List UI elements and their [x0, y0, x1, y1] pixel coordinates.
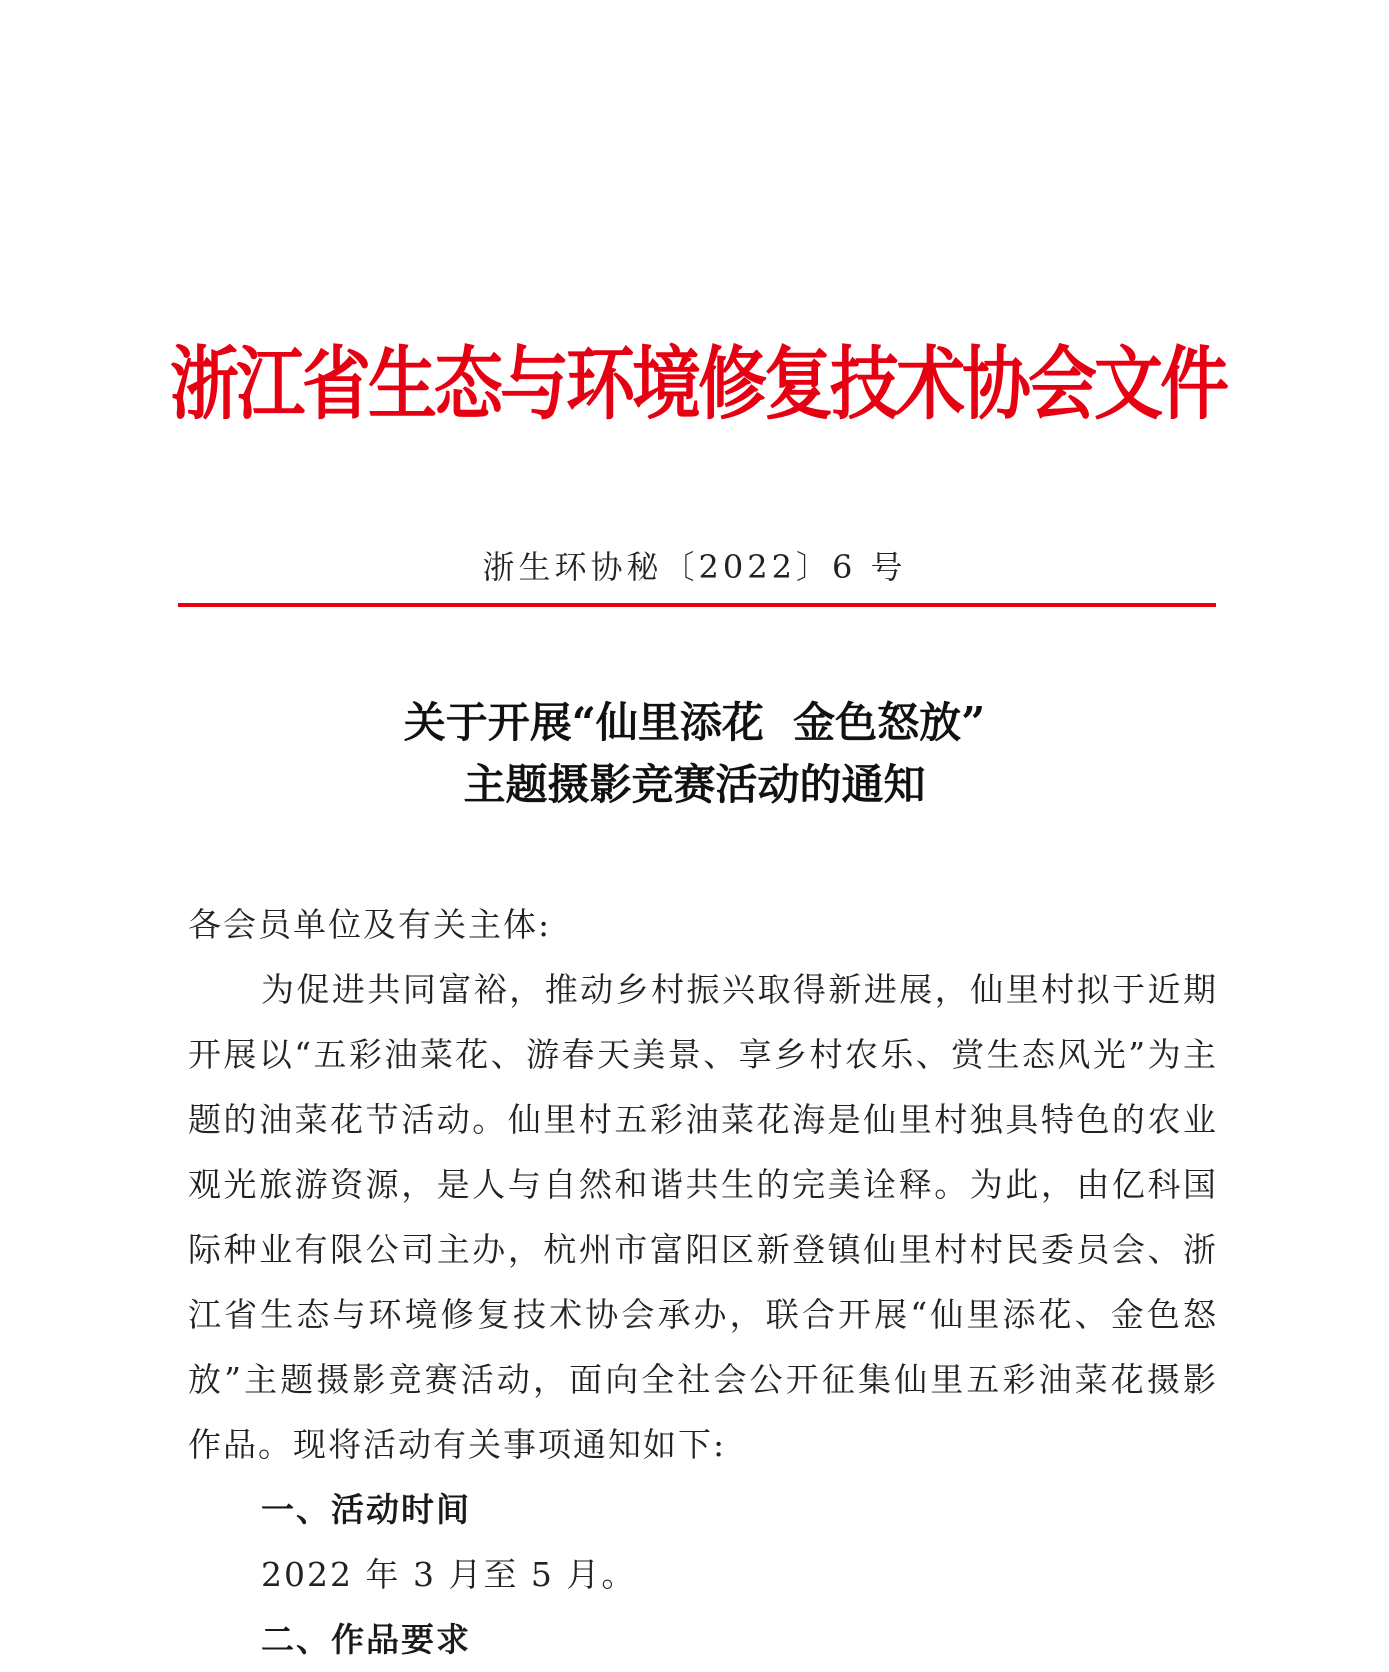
notice-title-line-1: 关于开展“仙里添花 金色怒放” [403, 698, 986, 747]
intro-paragraph: 为促进共同富裕，推动乡村振兴取得新进展，仙里村拟于近期开展以“五彩油菜花、游春天美景、享乡村农乐、赏生态风光”为主题的油菜花节活动。仙里村五彩油菜花海是仙里村独具特色的农业观光旅游资源，是人与自然和谐共生的完美诠释。为此，由亿科国际种业有限公司主办，杭州市富阳区新登镇仙里村村民委员会、浙江省生态与环境修复技术协会承办，联合开展“仙里添花、金色怒放”主题摄影竞赛活动，面向全社会公开征集仙里五彩油菜花摄影作品。现将活动有关事项通知如下: [188, 970, 1218, 1464]
document-number: 浙生环协秘〔2022〕6 号 [482, 548, 907, 586]
masthead-title: 浙江省生态与环境修复技术协会文件 [170, 339, 1226, 431]
salutation: 各会员单位及有关主体: [188, 905, 552, 944]
notice-title [0, 692, 1389, 816]
activity-time-text: 2022 年 3 月至 5 月。 [261, 1555, 637, 1594]
section-heading-work-requirements: 二、作品要求 [261, 1620, 471, 1659]
red-divider-line [178, 603, 1216, 607]
notice-title-line-2: 主题摄影竞赛活动的通知 [463, 760, 926, 809]
section-heading-activity-time: 一、活动时间 [261, 1490, 471, 1529]
notice-body [188, 892, 1218, 1672]
